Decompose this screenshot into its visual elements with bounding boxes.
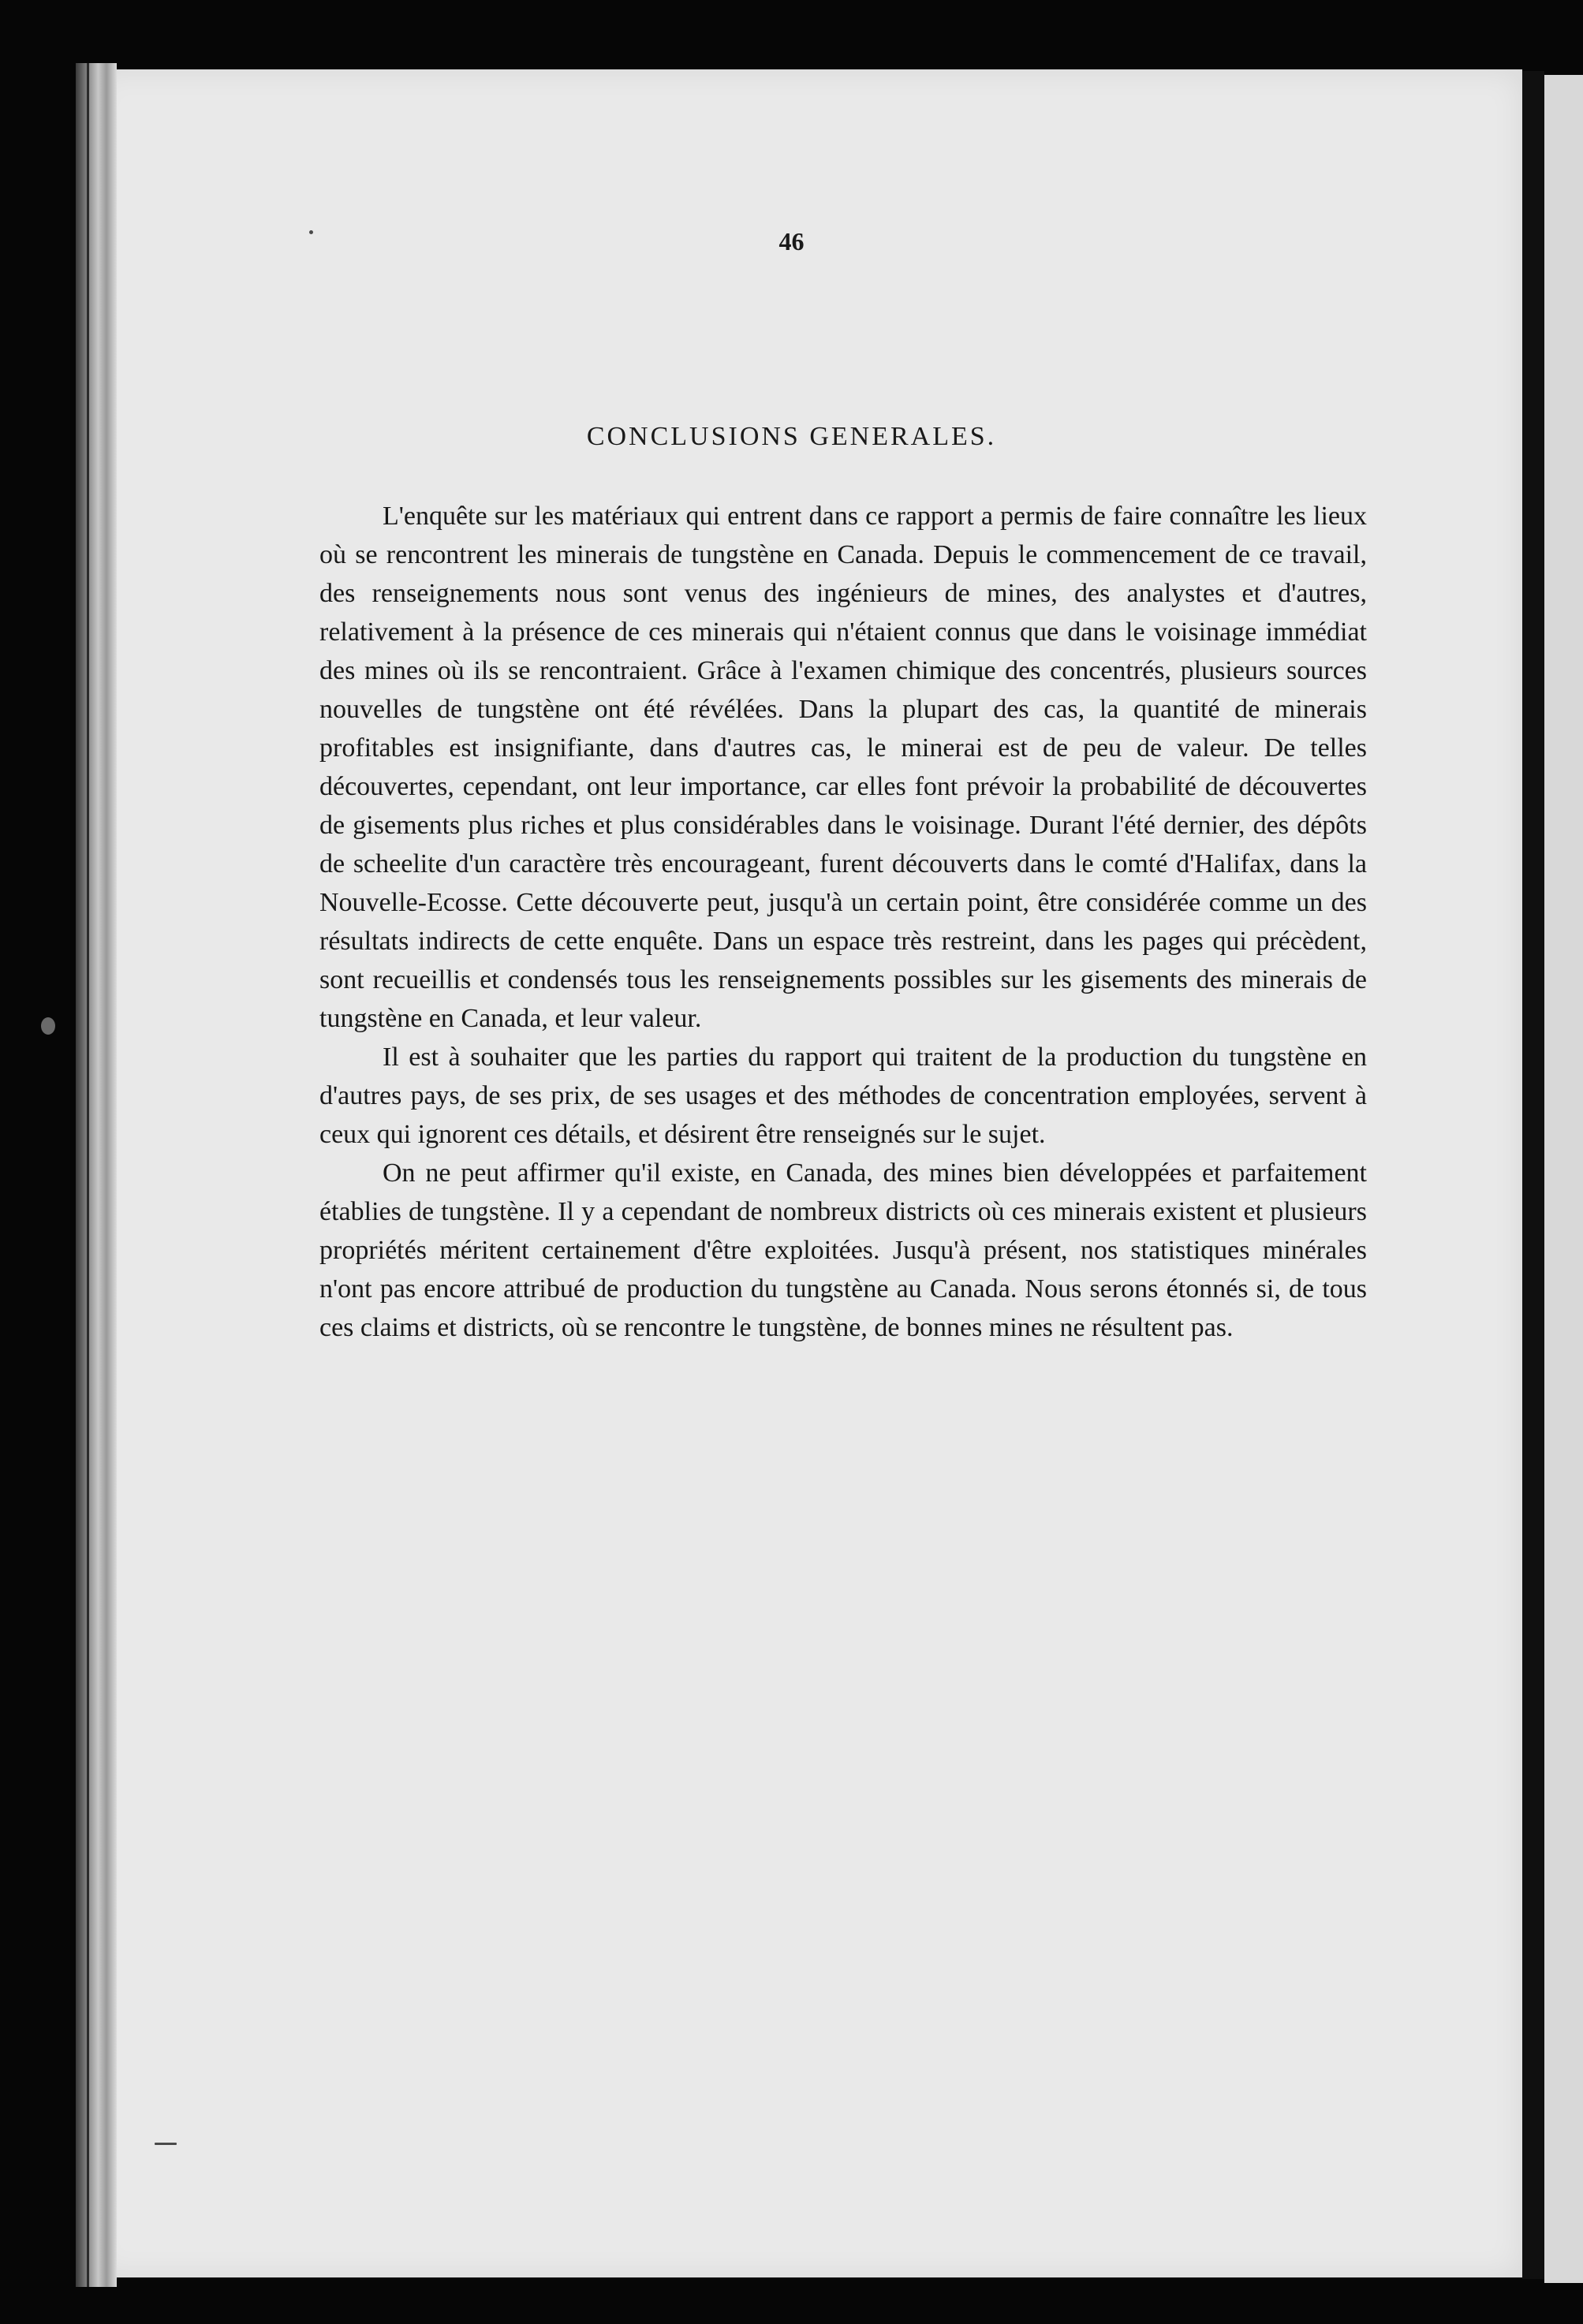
page-binding [76, 63, 117, 2287]
page-number: 46 [778, 227, 805, 256]
facing-page-edge [1544, 75, 1583, 2283]
paragraph-2: Il est à souhaiter que les parties du rapport qui traitent de la production du tungstène en d'autres pays, de ses prix, de ses usages et des méthodes de concentration employées, servent à ceux qui ignorent ces détails, et désirent être renseignés sur le sujet. [319, 1043, 1367, 1149]
section-heading: CONCLUSIONS GENERALES. [586, 422, 997, 451]
page-gutter [1522, 71, 1544, 2279]
body-text [319, 497, 1367, 1347]
scan-speck [155, 2143, 177, 2145]
scan-speck [41, 1017, 55, 1035]
paragraph-3: On ne peut affirmer qu'il existe, en Canada, des mines bien développées et parfaitement établies de tungstène. Il y a cependant de nombreux districts où ces minerais existent et plusieurs propriétés méritent certainement d'être exploitées. Jusqu'à présent, nos statistiques minérales n'ont pas encore attribué de production du tungstène au Canada. Nous serons étonnés si, de tous ces claims et districts, où se rencontre le tungstène, de bonnes mines ne résultent pas. [319, 1158, 1367, 1342]
paragraph-1: L'enquête sur les matériaux qui entrent dans ce rapport a permis de faire connaître les lieux où se rencontrent les minerais de tungstène en Canada. Depuis le commencement de ce travail, des renseignements nous sont venus des ingénieurs de mines, des analystes et d'autres, relativement à la présence de ces minerais qui n'étaient connus que dans le voisinage immédiat des mines où ils se rencontraient. Grâce à l'examen chimique des concentrés, plusieurs sources nouvelles de tungstène ont été révélées. Dans la plupart des cas, la quantité de minerais profitables est insignifiante, dans d'autres cas, le minerai est de peu de valeur. De telles découvertes, cependant, ont leur importance, car elles font prévoir la probabilité de découvertes de gisements plus riches et plus considérables dans le voisinage. Durant l'été dernier, des dépôts de scheelite d'un caractère très encourageant, furent découverts dans le comté d'Halifax, dans la Nouvelle-Ecosse. Cette découverte peut, jusqu'à un certain point, être considérée comme un des résultats indirects de cette enquête. Dans un espace très restreint, dans les pages qui précèdent, sont recueillis et condensés tous les renseignements possibles sur les gisements des minerais de tungstène en Canada, et leur valeur. [319, 502, 1367, 1033]
